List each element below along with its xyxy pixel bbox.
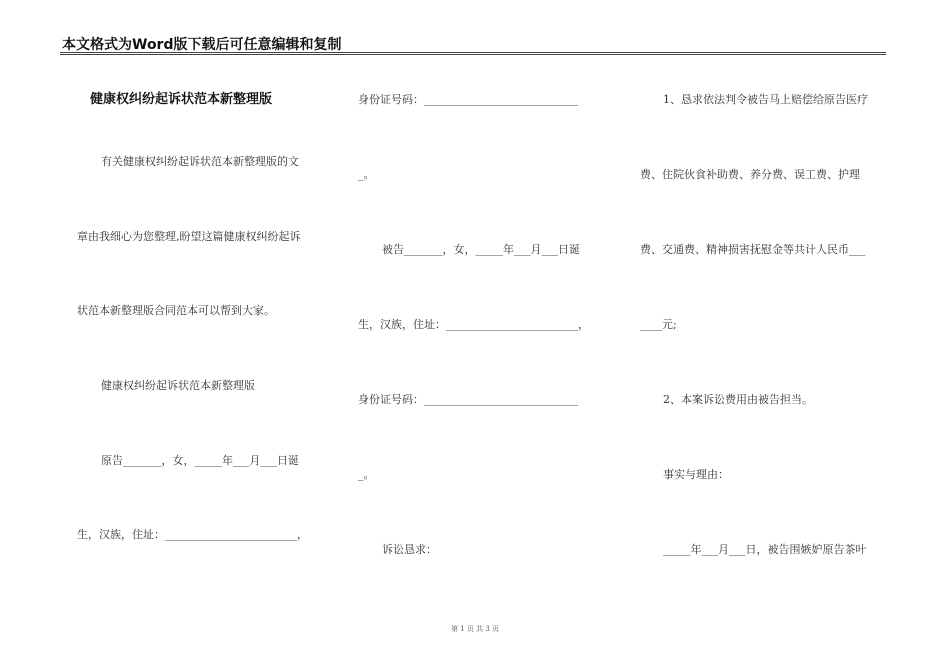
document-header: 本文格式为Word版下载后可任意编辑和复制 — [62, 37, 342, 53]
body-line: 1、恳求依法判令被告马上赔偿给原告医疗 — [663, 93, 868, 106]
body-line: 费、住院伙食补助费、养分费、误工费、护理 — [640, 168, 860, 181]
body-line: _。 — [358, 468, 375, 481]
header-rule-top — [60, 52, 886, 53]
body-line: 费、交通费、精神损害抚慰金等共计人民币___ — [640, 243, 866, 256]
document-title: 健康权纠纷起诉状范本新整理版 — [90, 92, 273, 107]
page-number: 第 1 页 共 3 页 — [450, 625, 500, 633]
body-line: 章由我细心为您整理,盼望这篇健康权纠纷起诉 — [77, 230, 301, 243]
body-line: 生，汉族，住址：________________________， — [77, 528, 308, 541]
body-line: 身份证号码：____________________________ — [358, 393, 578, 406]
body-line: _。 — [358, 168, 375, 181]
body-line: 原告_______，女，_____年___月___日诞 — [101, 454, 299, 467]
body-line: 2、本案诉讼费用由被告担当。 — [663, 393, 813, 406]
body-line: 生，汉族，住址：________________________， — [358, 318, 589, 331]
body-line: 诉讼恳求： — [382, 543, 437, 556]
body-line: 被告_______，女，_____年___月___日诞 — [382, 243, 580, 256]
header-rule-bottom — [60, 54, 886, 55]
body-line: 事实与理由： — [663, 468, 729, 481]
body-line: _____年___月___日，被告围嫉妒原告茶叶 — [663, 543, 867, 556]
body-line: 健康权纠纷起诉状范本新整理版 — [101, 379, 255, 392]
body-line: 状范本新整理版合同范本可以帮到大家。 — [77, 304, 275, 317]
body-line: 身份证号码：____________________________ — [358, 93, 578, 106]
body-line: 有关健康权纠纷起诉状范本新整理版的文 — [101, 155, 299, 168]
body-line: ____元; — [640, 318, 677, 331]
